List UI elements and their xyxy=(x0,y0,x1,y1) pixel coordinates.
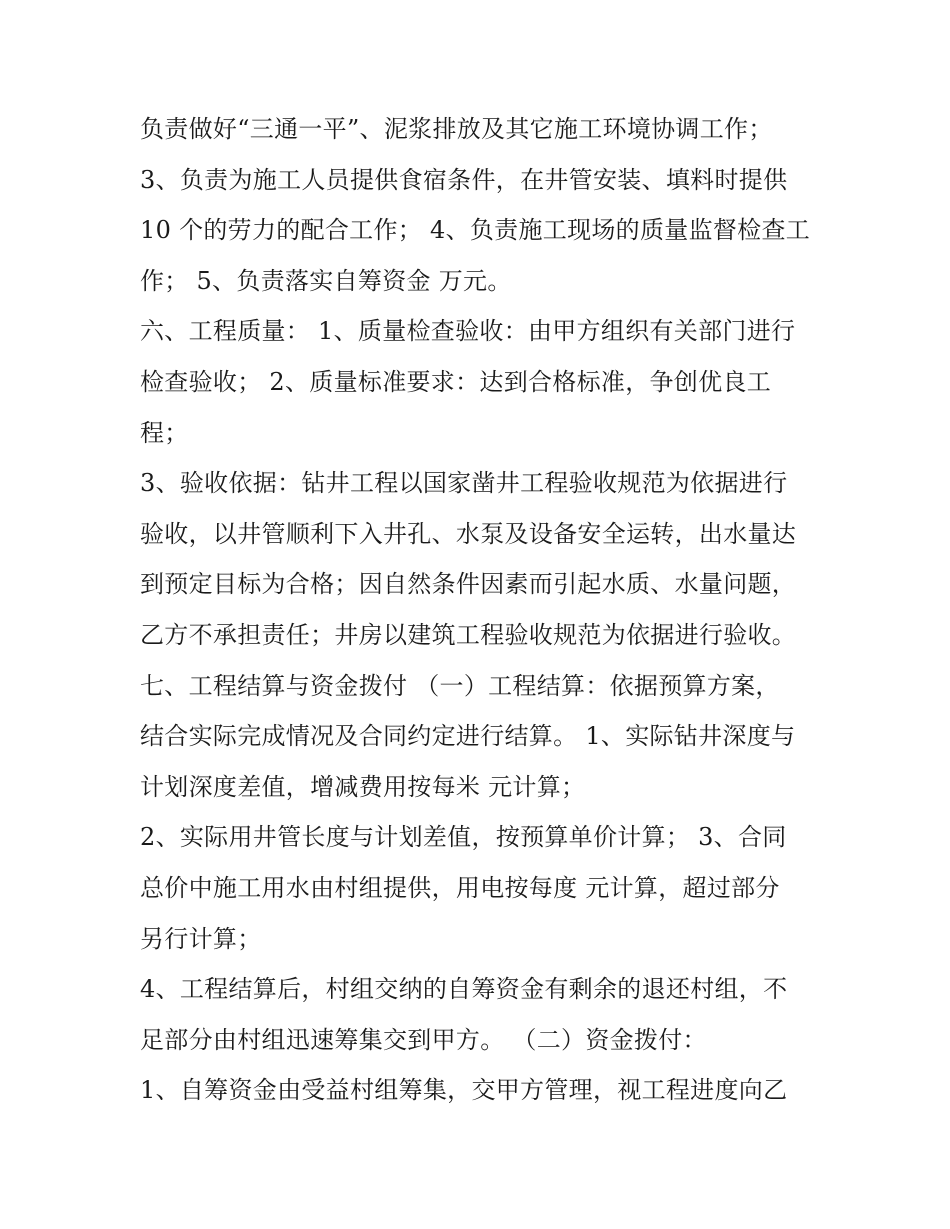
text-line: 10 个的劳力的配合工作； 4、负责施工现场的质量监督检查工 xyxy=(140,216,811,245)
text-line: 结合实际完成情况及合同约定进行结算。 1、实际钻井深度与 xyxy=(140,722,796,751)
text-line: 1、自筹资金由受益村组筹集，交甲方管理，视工程进度向乙 xyxy=(140,1076,788,1105)
text-line: 足部分由村组迅速筹集交到甲方。 （二）资金拨付： xyxy=(140,1025,707,1054)
text-line: 验收，以井管顺利下入井孔、水泵及设备安全运转，出水量达 xyxy=(140,519,797,548)
text-line: 4、工程结算后，村组交纳的自筹资金有剩余的退还村组，不 xyxy=(140,975,788,1004)
text-line: 2、实际用井管长度与计划差值，按预算单价计算； 3、合同 xyxy=(140,823,787,852)
text-line: 七、工程结算与资金拨付 （一）工程结算：依据预算方案， xyxy=(140,671,780,700)
text-line: 检查验收； 2、质量标准要求：达到合格标准，争创优良工 xyxy=(140,367,771,396)
text-line: 总价中施工用水由村组提供，用电按每度 元计算，超过部分 xyxy=(140,873,780,902)
text-line: 乙方不承担责任；井房以建筑工程验收规范为依据进行验收。 xyxy=(140,620,797,649)
text-line: 计划深度差值，增减费用按每米 元计算； xyxy=(140,772,586,801)
document-body xyxy=(140,104,820,1116)
text-line: 作； 5、负责落实自筹资金 万元。 xyxy=(140,266,512,295)
text-line: 六、工程质量： 1、质量检查验收：由甲方组织有关部门进行 xyxy=(140,317,796,346)
text-line: 3、验收依据：钻井工程以国家凿井工程验收规范为依据进行 xyxy=(140,469,788,498)
text-line: 到预定目标为合格；因自然条件因素而引起水质、水量问题， xyxy=(140,570,797,599)
text-line: 负责做好“三通一平”、泥浆排放及其它施工环境协调工作； xyxy=(140,115,773,143)
text-line: 程； xyxy=(140,418,189,447)
text-line: 另行计算； xyxy=(140,924,262,953)
text-line: 3、负责为施工人员提供食宿条件，在井管安装、填料时提供 xyxy=(140,165,788,194)
